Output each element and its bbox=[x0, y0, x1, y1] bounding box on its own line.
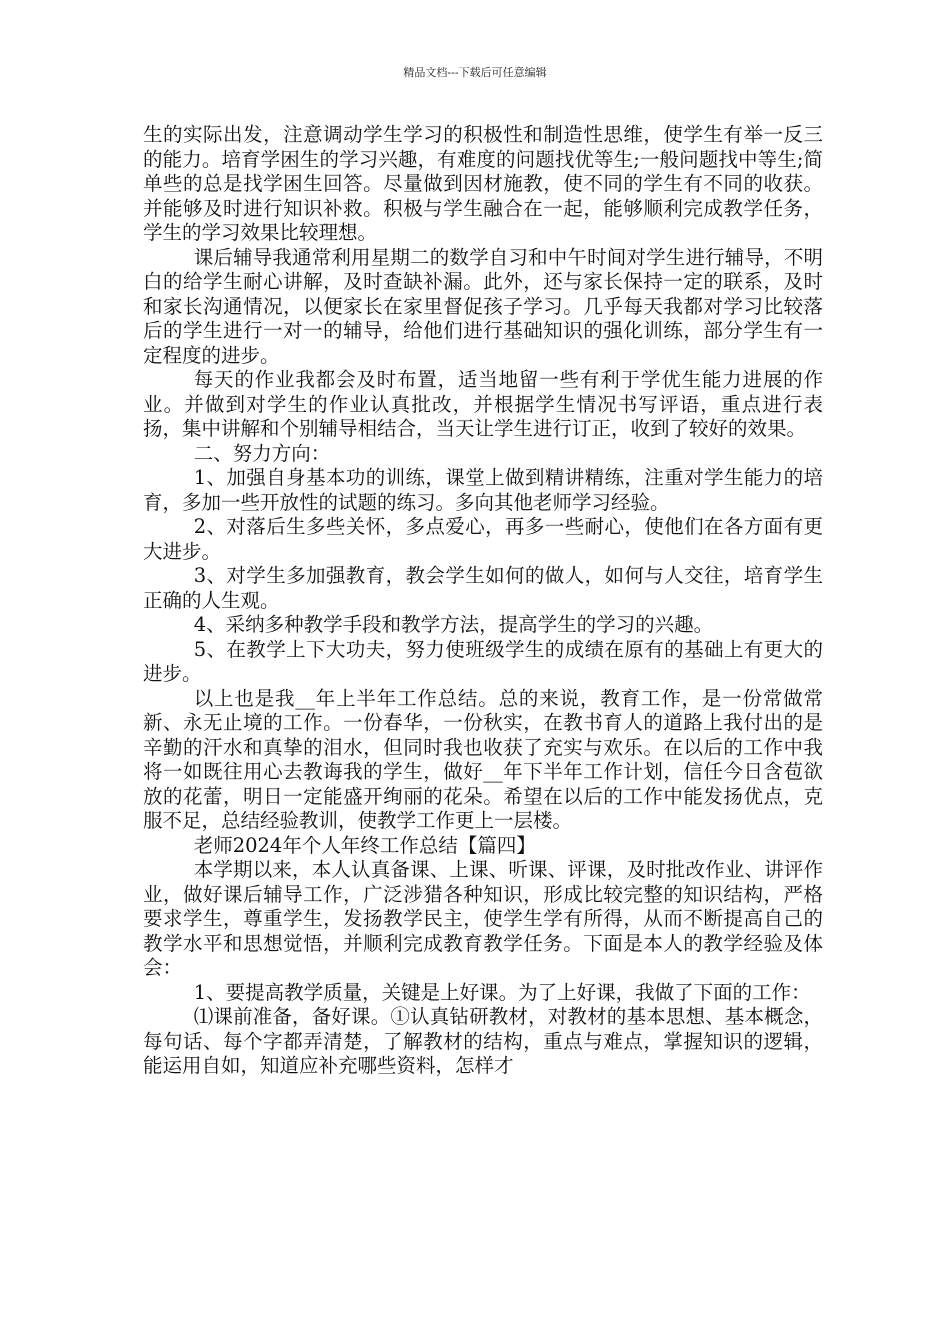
paragraph-continued: 生的实际出发，注意调动学生学习的积极性和制造性思维，使学生有举一反三的能力。培育学困生的学习兴趣，有难度的问题找优等生;一般问题找中等生;简单些的总是找学困生回答。尽量做到因材施教，使不同的学生有不同的收获。并能够及时进行知识补救。积极与学生融合在一起，能够顺利完成教学任务，学生的学习效果比较理想。 bbox=[143, 123, 823, 244]
paragraph-homework: 每天的作业我都会及时布置，适当地留一些有利于学优生能力进展的作业。并做到对学生的作业认真批改，并根据学生情况书写评语，重点进行表扬，集中讲解和个别辅导相结合，当天让学生进行订正，收到了较好的效果。 bbox=[143, 368, 823, 440]
list-item-2: 2、对落后生多些关怀，多点爱心，再多一些耐心，使他们在各方面有更大进步。 bbox=[143, 515, 823, 563]
document-body bbox=[143, 123, 823, 1079]
paragraph-preparation: ⑴课前准备，备好课。①认真钻研教材，对教材的基本思想、基本概念，每句话、每个字都弄清楚，了解教材的结构，重点与难点，掌握知识的逻辑，能运用自如，知道应补充哪些资料，怎样才 bbox=[143, 1005, 823, 1077]
list-item-5: 5、在教学上下大功夫，努力使班级学生的成绩在原有的基础上有更大的进步。 bbox=[143, 637, 823, 685]
page-header: 精品文档---下载后可任意编辑 bbox=[403, 66, 547, 79]
section-title-part-four: 老师2024年个人年终工作总结【篇四】 bbox=[193, 833, 536, 857]
section-heading-direction: 二、努力方向： bbox=[193, 441, 331, 465]
paragraph-tutoring: 课后辅导我通常利用星期二的数学自习和中午时间对学生进行辅导，不明白的给学生耐心讲解，及时查缺补漏。此外，还与家长保持一定的联系，及时和家长沟通情况，以便家长在家里督促孩子学习。几乎每天我都对学习比较落后的学生进行一对一的辅导，给他们进行基础知识的强化训练，部分学生有一定程度的进步。 bbox=[143, 245, 823, 367]
list-item-4: 4、采纳多种教学手段和教学方法，提高学生的学习的兴趣。 bbox=[193, 613, 714, 636]
list-item-quality: 1、要提高教学质量，关键是上好课。为了上好课，我做了下面的工作： bbox=[193, 980, 811, 1004]
list-item-1: 1、加强自身基本功的训练，课堂上做到精讲精练，注重对学生能力的培育，多加一些开放性的试题的练习。多向其他老师学习经验。 bbox=[143, 466, 823, 514]
paragraph-summary: 以上也是我__年上半年工作总结。总的来说，教育工作，是一份常做常新、永无止境的工作。一份春华，一份秋实，在教书育人的道路上我付出的是辛勤的汗水和真挚的泪水，但同时我也收获了充实与欢乐。在以后的工作中我将一如既往用心去教诲我的学生，做好__年下半年工作计划，信任今日含苞欲放的花蕾，明日一定能盛开绚丽的花朵。希望在以后的工作中能发扬优点，克服不足，总结经验教训，使教学工作更上一层楼。 bbox=[143, 686, 823, 832]
paragraph-semester: 本学期以来，本人认真备课、上课、听课、评课，及时批改作业、讲评作业，做好课后辅导工作，广泛涉猎各种知识，形成比较完整的知识结构，严格要求学生，尊重学生，发扬教学民主，使学生学有所得，从而不断提高自己的教学水平和思想觉悟，并顺利完成教育教学任务。下面是本人的教学经验及体会： bbox=[143, 858, 823, 979]
list-item-3: 3、对学生多加强教育，教会学生如何的做人，如何与人交往，培育学生正确的人生观。 bbox=[143, 564, 823, 612]
